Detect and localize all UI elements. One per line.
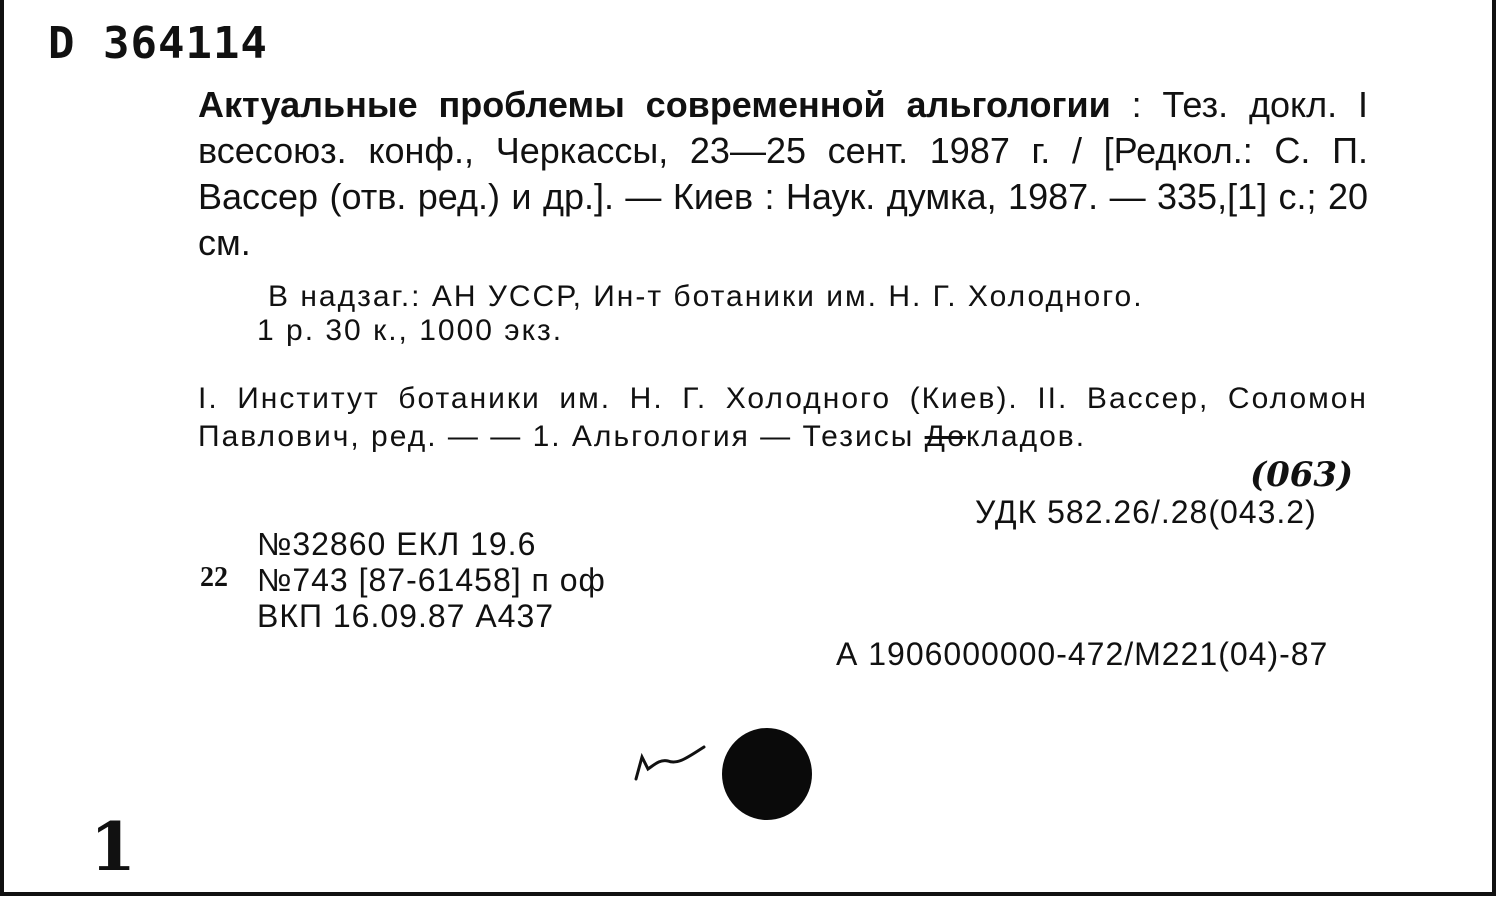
publication-details: : Тез. докл. I всесоюз. конф., Черкассы, 23—25 сент. 1987 г. / [Редкол.: С. П. Вассер (отв. ред.) и др.]. — Киев : Наук. думка, 1987. — 335,[1] с.; 20 см. [198,84,1368,263]
code-line-3: ВКП 16.09.87 А437 [257,598,555,634]
note-price: 1 р. 30 к., 1000 экз. [257,314,564,347]
tracing-text: I. Институт ботаники им. Н. Г. Холодного (Киев). II. Вассер, Соломон Павлович, ред. — — 1. Альгология — Тезисы [198,382,1368,453]
tracing-end: кладов. [965,420,1087,453]
book-title: Актуальные проблемы современной альгологии [198,84,1111,125]
bibliographic-description [198,82,1368,266]
note-header: В надзаг.: АН УССР, Ин-т ботаники им. Н. Г. Холодного. [268,280,1144,313]
code-line-2: №743 [87-61458] п оф [257,562,606,598]
code-line-1: №32860 ЕКЛ 19.6 [257,526,537,562]
codes-prefix: 22 [200,562,228,593]
handwritten-mark: 1 [90,808,136,886]
call-number: D 364114 [48,18,268,69]
tracing-struck-text: До [924,420,966,453]
handwritten-signature [628,735,718,785]
udk-code: УДК 582.26/.28(043.2) [975,494,1317,530]
isbn-line: А 1906000000-472/М221(04)-87 [836,636,1329,672]
handwritten-note: (063) [1250,455,1354,495]
punch-hole-dot [722,728,812,820]
subject-tracings [198,380,1368,456]
